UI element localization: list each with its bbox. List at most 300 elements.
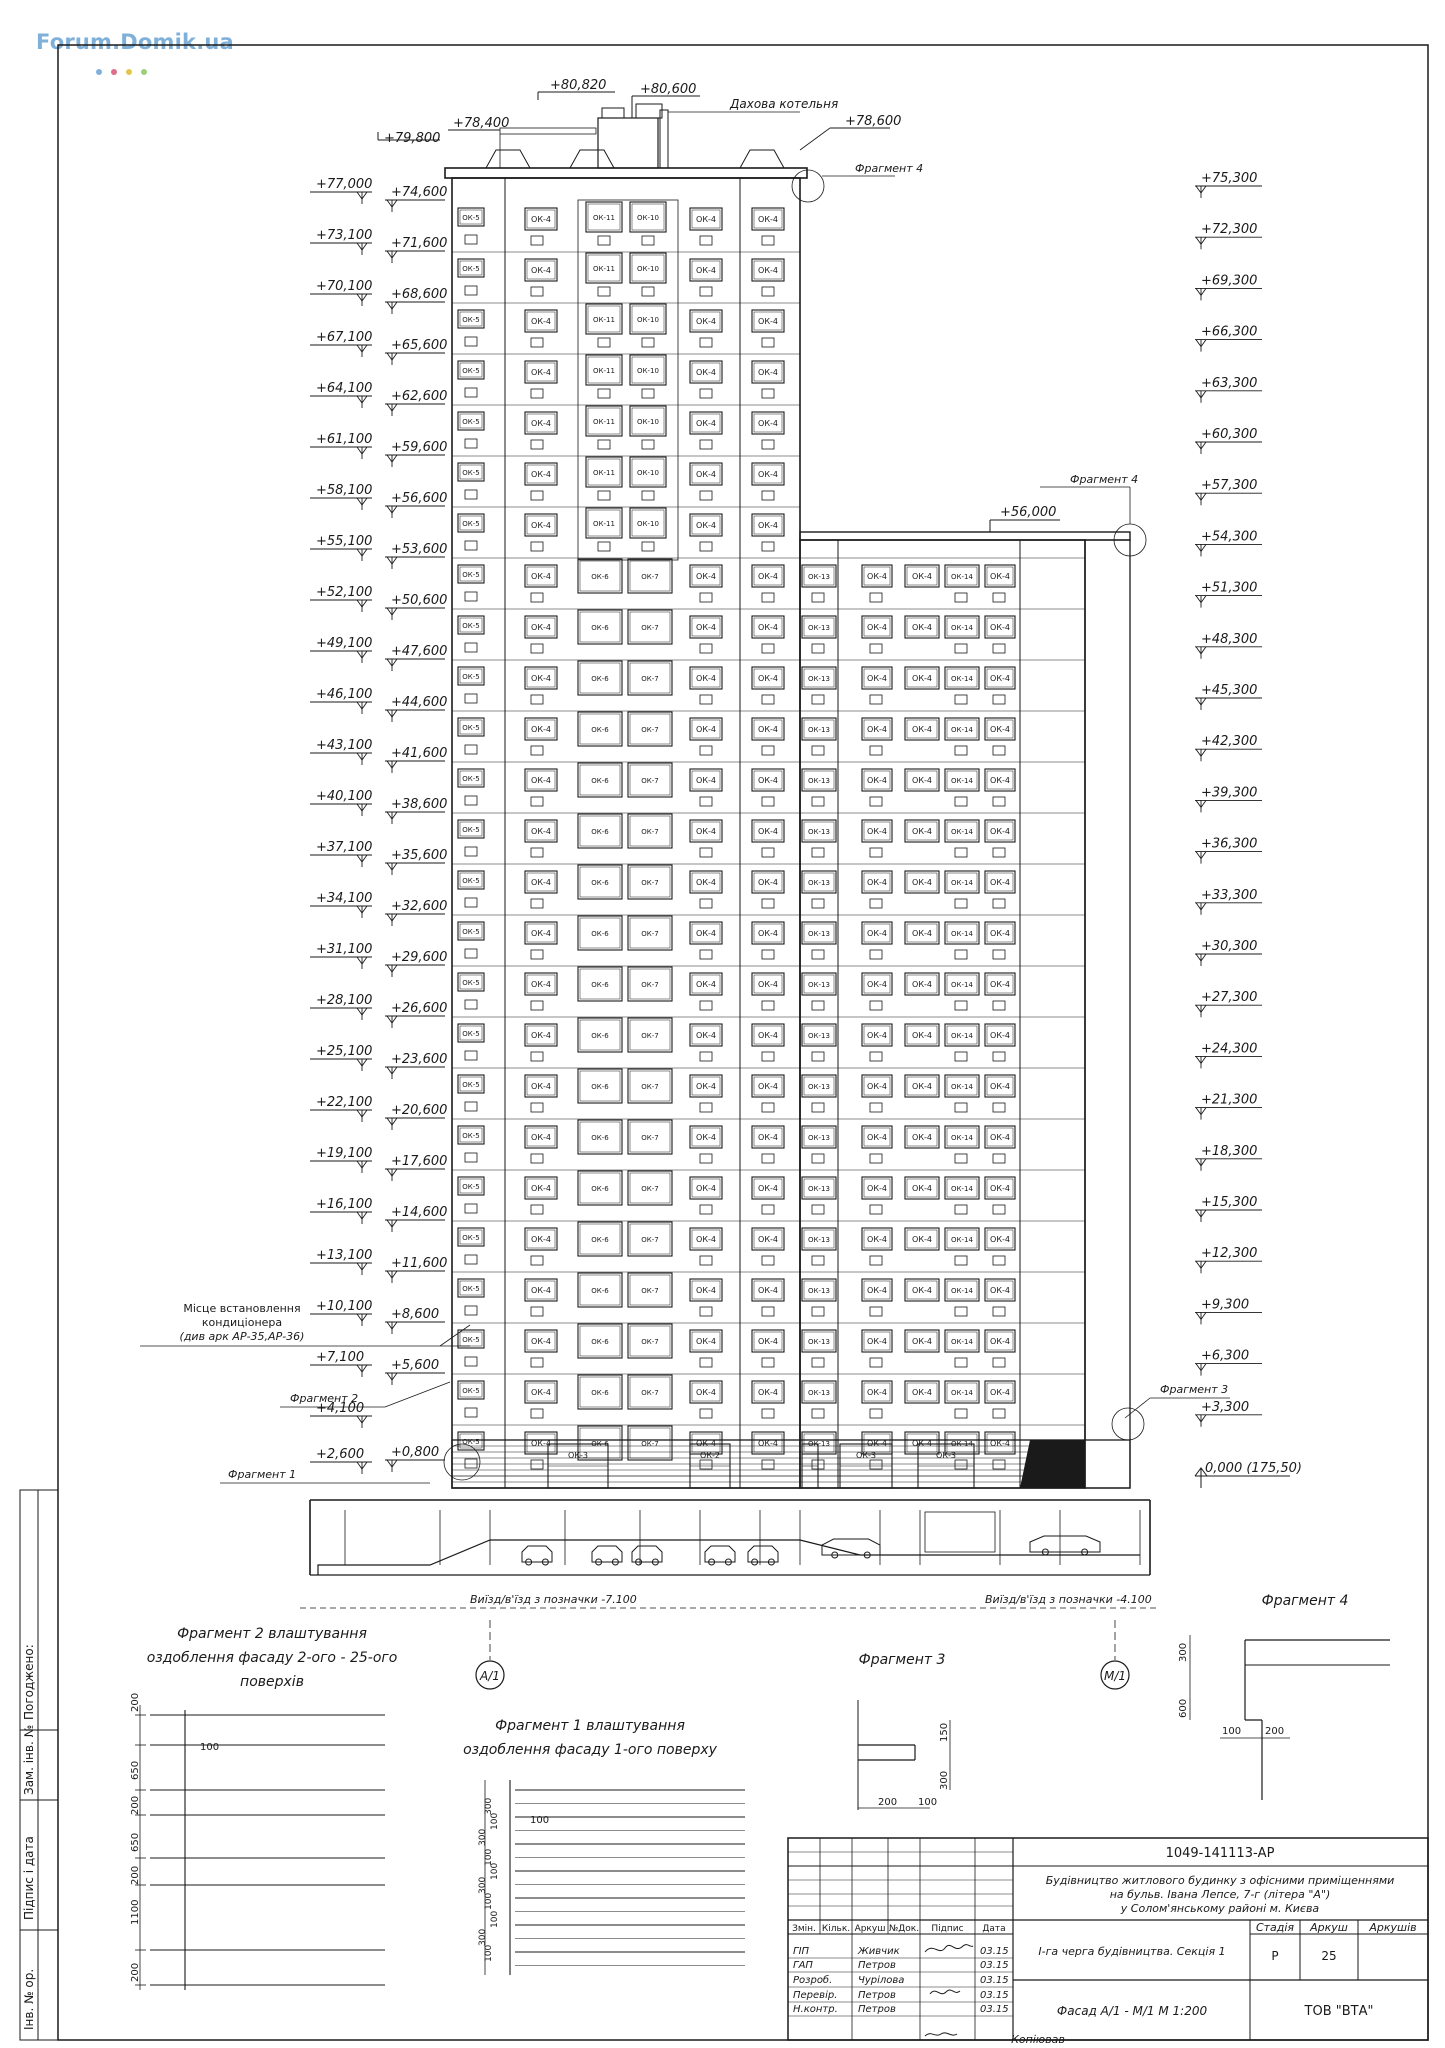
ac-box [700, 440, 712, 449]
window [630, 406, 666, 436]
ac-box [870, 950, 882, 959]
window-label: ОК-4 [912, 1184, 932, 1193]
window [578, 661, 622, 695]
window [945, 616, 979, 638]
window [525, 1381, 557, 1403]
ac-box [531, 644, 543, 653]
window [458, 667, 484, 685]
window [690, 922, 722, 944]
low-roof-mark: +56,000 [1000, 505, 1057, 520]
window-label: ОК-14 [951, 1440, 973, 1448]
window-label: ОК-4 [867, 674, 887, 683]
ac-box [465, 694, 477, 703]
window-label: ОК-4 [912, 572, 932, 581]
level-mark [385, 695, 447, 722]
window [802, 1279, 836, 1301]
level-mark-text: +29,600 [391, 950, 448, 965]
window [690, 463, 722, 485]
level-mark-text: +53,600 [391, 542, 448, 557]
ac-box [870, 1256, 882, 1265]
window [525, 1024, 557, 1046]
ac-box [812, 1001, 824, 1010]
window [985, 1075, 1015, 1097]
level-mark-text: +39,300 [1201, 785, 1258, 801]
tb-date: 03.15 [980, 1990, 1009, 2001]
ac-box [700, 797, 712, 806]
ground-opening [918, 1444, 974, 1488]
level-mark-text: +10,100 [316, 1299, 373, 1314]
ac-box [993, 695, 1005, 704]
window [752, 412, 784, 434]
window [690, 565, 722, 587]
window [985, 769, 1015, 791]
window [458, 1228, 484, 1246]
ac-box [812, 644, 824, 653]
window-label: ОК-7 [641, 1287, 659, 1295]
window-label: ОК-4 [912, 1031, 932, 1040]
window [578, 1375, 622, 1409]
ac-box [762, 1256, 774, 1265]
window [802, 1024, 836, 1046]
level-mark [385, 1052, 447, 1079]
window-label: ОК-5 [462, 214, 480, 222]
zero-level-text: 0,000 (175,50) [1205, 1461, 1302, 1476]
tb-column-header: №Док. [888, 1924, 920, 1934]
level-mark [385, 1001, 447, 1028]
window-label: ОК-10 [637, 520, 659, 528]
window-label: ОК-14 [951, 624, 973, 632]
window-label: ОК-13 [808, 879, 830, 887]
window [945, 565, 979, 587]
ground-opening-label: ОК-3 [936, 1451, 956, 1460]
window [905, 1228, 939, 1250]
level-mark [385, 1154, 447, 1181]
window [690, 412, 722, 434]
window-label: ОК-4 [867, 929, 887, 938]
ac-box [955, 746, 967, 755]
ac-box [465, 1000, 477, 1009]
tb-sheets-header: Аркушів [1369, 1921, 1417, 1934]
wing-cornice [800, 532, 1130, 540]
level-mark-text: +69,300 [1201, 273, 1258, 289]
frag2-dim: 650 [130, 1832, 141, 1852]
window-label: ОК-10 [637, 469, 659, 477]
window-label: ОК-4 [696, 1031, 716, 1040]
window [578, 559, 622, 593]
ac-box [465, 643, 477, 652]
watermark-text: Forum.Domik.ua [36, 30, 234, 54]
level-mark [1195, 990, 1262, 1017]
ac-box [993, 593, 1005, 602]
window-label: ОК-4 [867, 1184, 887, 1193]
window [458, 1279, 484, 1297]
tb-date: 03.15 [980, 2004, 1009, 2015]
tb-project-line1: Будівництво житлового будинку з офісними приміщеннями [1045, 1874, 1395, 1887]
level-mark-text: +13,100 [316, 1248, 373, 1263]
window [802, 1330, 836, 1352]
window-label: ОК-13 [808, 1389, 830, 1397]
window-label: ОК-4 [758, 1286, 778, 1295]
window-label: ОК-13 [808, 1236, 830, 1244]
window-label: ОК-4 [531, 1337, 551, 1346]
ac-box [870, 644, 882, 653]
ac-place-line1: Місце встановлення [183, 1302, 301, 1315]
window [752, 1330, 784, 1352]
window [525, 412, 557, 434]
detail-fragment1 [463, 1718, 745, 1975]
window-label: ОК-14 [951, 1338, 973, 1346]
ac-box [870, 746, 882, 755]
window [525, 769, 557, 791]
exit-left-label: Виїзд/в'їзд з позначки -7.100 [470, 1593, 637, 1606]
window [525, 310, 557, 332]
window-label: ОК-4 [696, 1133, 716, 1142]
tb-person-name: Чурілова [858, 1975, 905, 1986]
window-label: ОК-5 [462, 826, 480, 834]
zero-level-mark [1195, 1461, 1302, 1488]
ac-box [870, 695, 882, 704]
window [586, 355, 622, 385]
ac-box [700, 1001, 712, 1010]
window [985, 1126, 1015, 1148]
tb-role: ГАП [793, 1960, 813, 1971]
level-mark-text: +6,300 [1201, 1348, 1250, 1364]
window-label: ОК-6 [591, 828, 609, 836]
right-level-marks [1195, 171, 1262, 1427]
title-block [788, 1838, 1428, 2046]
window [985, 1279, 1015, 1301]
tb-stage-header: Стадія [1255, 1921, 1295, 1934]
ac-box [598, 440, 610, 449]
ac-box [812, 899, 824, 908]
window [802, 922, 836, 944]
window [802, 1177, 836, 1199]
ac-box [993, 1205, 1005, 1214]
ac-box [955, 848, 967, 857]
ac-box [812, 695, 824, 704]
window-label: ОК-4 [758, 725, 778, 734]
ac-box [700, 593, 712, 602]
window-label: ОК-4 [696, 1235, 716, 1244]
ac-box [762, 695, 774, 704]
window [945, 667, 979, 689]
window-label: ОК-11 [593, 214, 615, 222]
window [985, 1381, 1015, 1403]
window-label: ОК-7 [641, 1236, 659, 1244]
window [802, 1432, 836, 1454]
side-stamp-inv-orig: Інв. № ор. [22, 1968, 36, 2030]
level-mark-text: +48,300 [1201, 631, 1258, 647]
window [628, 1375, 672, 1409]
ac-box [812, 746, 824, 755]
window-label: ОК-4 [696, 419, 716, 428]
level-mark [1195, 1195, 1262, 1222]
window-label: ОК-5 [462, 1183, 480, 1191]
ac-box [870, 1307, 882, 1316]
ac-box [465, 1255, 477, 1264]
window [752, 310, 784, 332]
frag4-dim-4: 200 [1265, 1726, 1285, 1737]
window-label: ОК-7 [641, 981, 659, 989]
window [945, 1381, 979, 1403]
level-mark [385, 593, 447, 620]
ac-box [870, 899, 882, 908]
tb-role: Перевір. [793, 1990, 838, 2001]
ac-box [531, 236, 543, 245]
underground-parking-section [300, 1500, 1160, 1608]
level-mark [310, 1095, 372, 1122]
window-label: ОК-4 [990, 878, 1010, 887]
ac-box [955, 1358, 967, 1367]
ac-box [955, 1307, 967, 1316]
ac-box [465, 1102, 477, 1111]
ac-box [465, 1408, 477, 1417]
level-mark [310, 1197, 372, 1224]
window-label: ОК-5 [462, 673, 480, 681]
roof-parapet-mark-2: +79,800 [384, 131, 441, 146]
level-mark [385, 644, 447, 671]
level-mark [310, 738, 372, 765]
window [458, 616, 484, 634]
window-label: ОК-4 [531, 725, 551, 734]
window-label: ОК-4 [758, 1031, 778, 1040]
window-label: ОК-7 [641, 879, 659, 887]
window-label: ОК-4 [696, 929, 716, 938]
window [458, 1432, 484, 1450]
window-label: ОК-11 [593, 265, 615, 273]
window-label: ОК-4 [758, 215, 778, 224]
tb-role: ГІП [793, 1946, 810, 1957]
window [752, 820, 784, 842]
level-mark [1195, 1144, 1262, 1171]
ac-box [762, 848, 774, 857]
window-label: ОК-4 [990, 1031, 1010, 1040]
window [525, 1228, 557, 1250]
level-mark [385, 950, 447, 977]
ac-box [598, 389, 610, 398]
level-mark-text: +44,600 [391, 695, 448, 710]
frag4-dim-2: 600 [1178, 1698, 1189, 1718]
window [905, 769, 939, 791]
frag1-dim: 100 [530, 1815, 550, 1826]
window [458, 514, 484, 532]
window [690, 1381, 722, 1403]
window-label: ОК-4 [867, 980, 887, 989]
window [458, 973, 484, 991]
level-mark-text: +21,300 [1201, 1092, 1258, 1108]
window-label: ОК-5 [462, 1438, 480, 1446]
frag3-dim-2: 300 [939, 1770, 950, 1790]
window-label: ОК-4 [867, 827, 887, 836]
window-label: ОК-7 [641, 1338, 659, 1346]
level-mark [1195, 427, 1262, 454]
roof-boiler-mark: +78,600 [845, 114, 902, 129]
ac-box [700, 950, 712, 959]
window [945, 718, 979, 740]
ground-opening [840, 1444, 892, 1488]
level-mark [310, 636, 372, 663]
window [862, 1330, 892, 1352]
frag3-dim-3: 200 [878, 1797, 898, 1808]
window [525, 208, 557, 230]
window-label: ОК-4 [531, 878, 551, 887]
frag2-dim: 650 [130, 1760, 141, 1780]
level-mark-text: +50,600 [391, 593, 448, 608]
window [945, 871, 979, 893]
level-mark-text: +25,100 [316, 1044, 373, 1059]
fragment2-label: Фрагмент 2 [290, 1392, 359, 1405]
window [905, 1024, 939, 1046]
roof-chimney [660, 110, 668, 168]
ac-box [993, 950, 1005, 959]
inner-level-marks [385, 185, 447, 1472]
window [458, 310, 484, 328]
window-label: ОК-4 [912, 674, 932, 683]
ac-box [642, 287, 654, 296]
window-label: ОК-4 [758, 980, 778, 989]
ac-box [993, 1052, 1005, 1061]
ac-box [762, 1307, 774, 1316]
ac-box [598, 287, 610, 296]
ac-box [993, 1409, 1005, 1418]
window-label: ОК-7 [641, 726, 659, 734]
window-label: ОК-4 [531, 1184, 551, 1193]
window [525, 922, 557, 944]
frag2-dim: 100 [200, 1742, 220, 1753]
window [458, 463, 484, 481]
window-grid [458, 202, 1015, 1469]
window [690, 1177, 722, 1199]
window [690, 259, 722, 281]
window-label: ОК-4 [867, 1439, 887, 1448]
ac-box [465, 1153, 477, 1162]
ac-box [762, 1001, 774, 1010]
ac-box [642, 542, 654, 551]
ac-box [812, 1154, 824, 1163]
window [525, 361, 557, 383]
window [630, 457, 666, 487]
window-label: ОК-13 [808, 1032, 830, 1040]
window-label: ОК-4 [758, 776, 778, 785]
fragment3-label: Фрагмент 3 [1160, 1383, 1229, 1396]
window-label: ОК-4 [912, 623, 932, 632]
level-mark-text: +71,600 [391, 236, 448, 251]
window-label: ОК-10 [637, 418, 659, 426]
window [945, 922, 979, 944]
level-mark [310, 1447, 372, 1474]
level-mark [385, 899, 447, 926]
ac-box [531, 1103, 543, 1112]
level-mark-text: +55,100 [316, 534, 373, 549]
window [578, 763, 622, 797]
window [802, 820, 836, 842]
window [752, 1381, 784, 1403]
ac-box [762, 389, 774, 398]
ac-box [700, 491, 712, 500]
window [945, 1330, 979, 1352]
window [628, 1018, 672, 1052]
window [578, 1273, 622, 1307]
window-label: ОК-4 [912, 878, 932, 887]
window-label: ОК-6 [591, 1287, 609, 1295]
level-mark-text: +12,300 [1201, 1246, 1258, 1262]
window-label: ОК-5 [462, 928, 480, 936]
level-mark [385, 236, 447, 263]
window [586, 202, 622, 232]
level-mark [1195, 1093, 1262, 1120]
window-label: ОК-4 [912, 1235, 932, 1244]
level-mark-text: +27,300 [1201, 990, 1258, 1006]
grid-axes [476, 1620, 1129, 1689]
window [690, 973, 722, 995]
window-label: ОК-4 [531, 572, 551, 581]
level-mark-text: +35,600 [391, 848, 448, 863]
window [578, 712, 622, 746]
ac-box [955, 950, 967, 959]
building-elevation [445, 104, 1130, 1488]
level-mark-text: +45,300 [1201, 683, 1258, 698]
window [945, 1075, 979, 1097]
window [862, 1024, 892, 1046]
ac-box [700, 1358, 712, 1367]
ac-box [762, 287, 774, 296]
ac-box [993, 1001, 1005, 1010]
window-label: ОК-4 [758, 674, 778, 683]
tb-person-name: Петров [858, 1990, 896, 2001]
window-label: ОК-4 [696, 980, 716, 989]
window-label: ОК-4 [531, 470, 551, 479]
ac-box [870, 1052, 882, 1061]
tb-role: Розроб. [793, 1975, 833, 1986]
tb-sheet-header: Аркуш [1310, 1921, 1348, 1934]
window-label: ОК-13 [808, 726, 830, 734]
window-label: ОК-6 [591, 1032, 609, 1040]
ac-box [812, 797, 824, 806]
level-mark-text: +54,300 [1201, 529, 1258, 545]
level-mark-text: +75,300 [1201, 171, 1258, 186]
level-mark-text: +46,100 [316, 687, 373, 702]
level-mark-text: +77,000 [316, 177, 373, 192]
window [862, 1279, 892, 1301]
window-label: ОК-5 [462, 724, 480, 732]
window-label: ОК-4 [696, 470, 716, 479]
ac-box [465, 847, 477, 856]
frag3-dim-1: 150 [939, 1722, 950, 1742]
window-label: ОК-4 [867, 878, 887, 887]
roof-mark-top-1: +80,820 [550, 78, 607, 93]
frag3-dim-4: 100 [918, 1797, 938, 1808]
window-label: ОК-14 [951, 726, 973, 734]
level-mark-text: +5,600 [391, 1358, 440, 1373]
ac-box [762, 440, 774, 449]
ac-box [993, 797, 1005, 806]
ac-place-line2: кондиціонера [201, 1316, 283, 1329]
window-label: ОК-4 [696, 1286, 716, 1295]
ac-box [465, 1204, 477, 1213]
parked-car [1030, 1536, 1100, 1555]
window-label: ОК-13 [808, 1083, 830, 1091]
window-label: ОК-10 [637, 367, 659, 375]
window [628, 559, 672, 593]
window-label: ОК-4 [912, 827, 932, 836]
window-label: ОК-6 [591, 1236, 609, 1244]
ac-box [531, 1460, 543, 1469]
window-label: ОК-10 [637, 265, 659, 273]
ac-box [465, 337, 477, 346]
ac-box [762, 1103, 774, 1112]
ac-box [993, 1358, 1005, 1367]
window [630, 304, 666, 334]
